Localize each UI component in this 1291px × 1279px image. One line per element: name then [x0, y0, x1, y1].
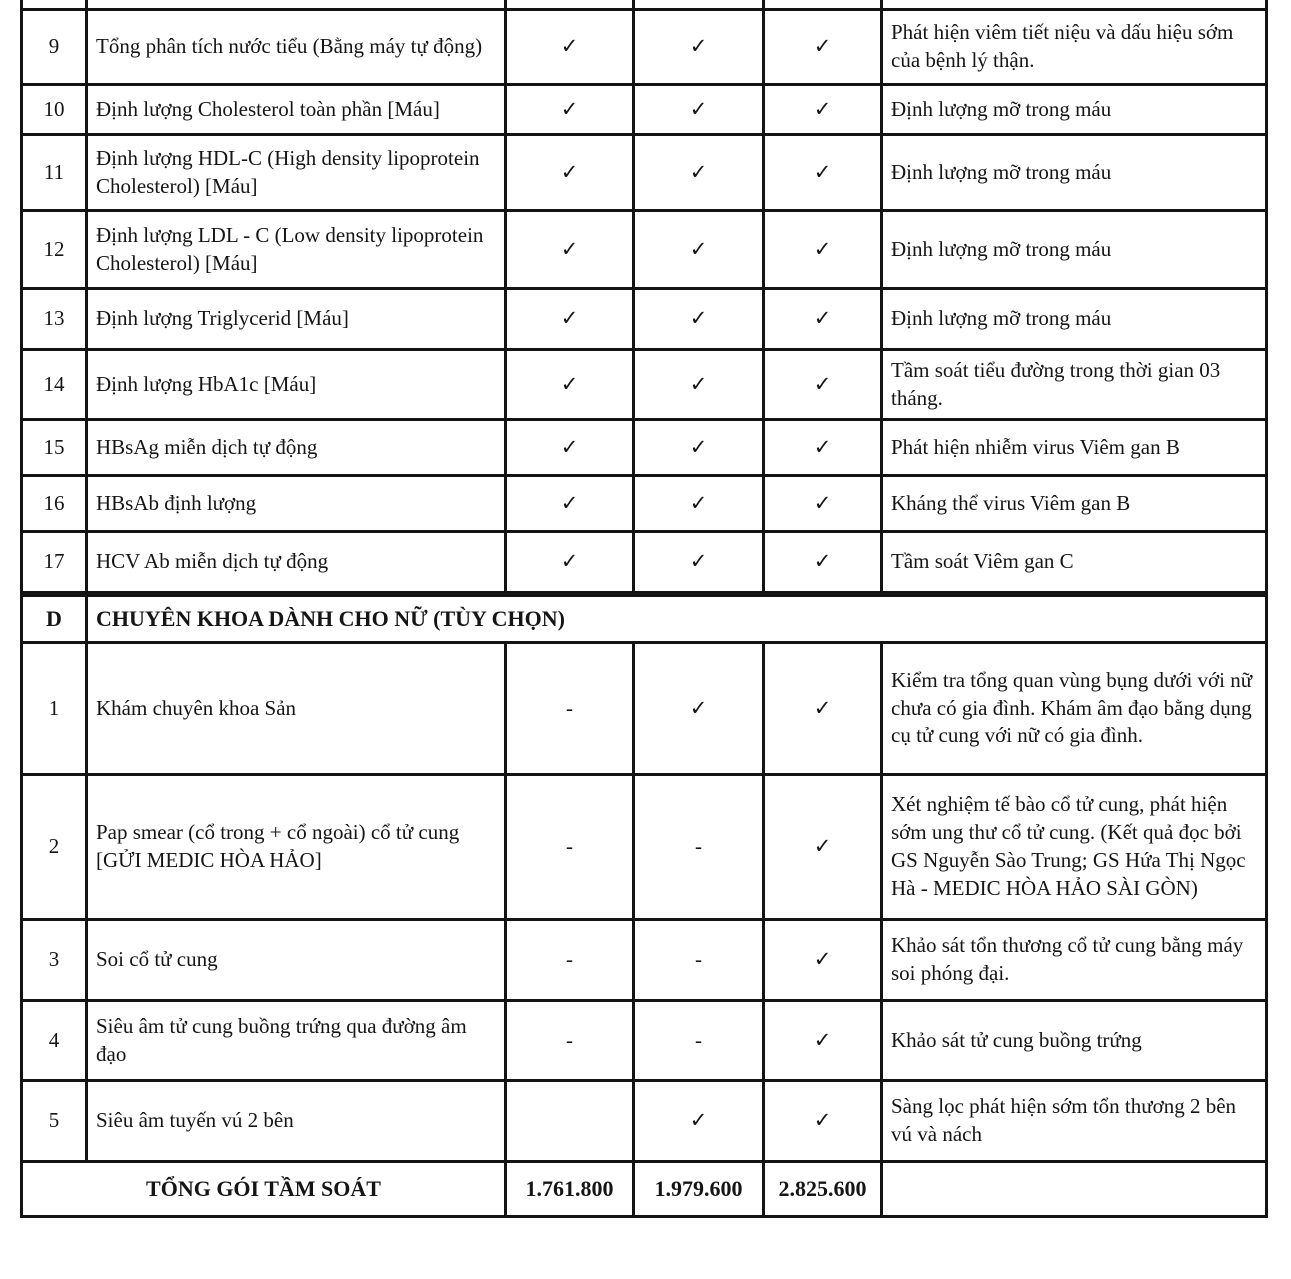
table-row — [22, 643, 1267, 775]
empty-cell — [506, 0, 634, 10]
package2-mark-cell: ✓ — [634, 643, 764, 775]
package3-mark-cell: ✓ — [764, 532, 882, 594]
screening-table — [20, 0, 1268, 1218]
description-cell: Định lượng mỡ trong máu — [882, 289, 1267, 350]
row-number-cell: 11 — [22, 135, 87, 211]
test-name-cell: Định lượng HDL-C (High density lipoprotein Cholesterol) [Máu] — [87, 135, 506, 211]
description-cell: Tầm soát tiểu đường trong thời gian 03 tháng. — [882, 350, 1267, 420]
package2-mark-cell: - — [634, 775, 764, 920]
table-row — [22, 350, 1267, 420]
table-row — [22, 135, 1267, 211]
table-row — [22, 10, 1267, 85]
table-row — [22, 1001, 1267, 1081]
package1-mark-cell — [506, 1081, 634, 1162]
package2-mark-cell: ✓ — [634, 10, 764, 85]
row-number-cell: 15 — [22, 420, 87, 476]
description-cell: Tầm soát Viêm gan C — [882, 532, 1267, 594]
empty-cell — [87, 0, 506, 10]
package3-mark-cell: ✓ — [764, 211, 882, 289]
test-name-cell: Siêu âm tử cung buồng trứng qua đường âm đạo — [87, 1001, 506, 1081]
total-price2-cell: 1.979.600 — [634, 1162, 764, 1217]
table-row — [22, 532, 1267, 594]
description-cell: Định lượng mỡ trong máu — [882, 211, 1267, 289]
total-empty-cell — [882, 1162, 1267, 1217]
table-row — [22, 85, 1267, 135]
table-row — [22, 920, 1267, 1001]
package3-mark-cell: ✓ — [764, 135, 882, 211]
package3-mark-cell: ✓ — [764, 10, 882, 85]
package3-mark-cell: ✓ — [764, 289, 882, 350]
section-letter-cell: D — [22, 594, 87, 643]
package2-mark-cell: ✓ — [634, 476, 764, 532]
package1-mark-cell: - — [506, 1001, 634, 1081]
package3-mark-cell: ✓ — [764, 85, 882, 135]
package2-mark-cell: - — [634, 1001, 764, 1081]
total-price3-cell: 2.825.600 — [764, 1162, 882, 1217]
total-price1-cell: 1.761.800 — [506, 1162, 634, 1217]
section-title-cell: CHUYÊN KHOA DÀNH CHO NỮ (TÙY CHỌN) — [87, 594, 1267, 643]
total-label-cell: TỔNG GÓI TẦM SOÁT — [22, 1162, 506, 1217]
test-name-cell: Khám chuyên khoa Sản — [87, 643, 506, 775]
row-number-cell: 1 — [22, 643, 87, 775]
package2-mark-cell: ✓ — [634, 1081, 764, 1162]
table-row — [22, 0, 1267, 10]
description-cell: Khảo sát tử cung buồng trứng — [882, 1001, 1267, 1081]
package3-mark-cell: ✓ — [764, 1081, 882, 1162]
package2-mark-cell: ✓ — [634, 289, 764, 350]
package1-mark-cell: ✓ — [506, 350, 634, 420]
test-name-cell: Soi cổ tử cung — [87, 920, 506, 1001]
row-number-cell: 12 — [22, 211, 87, 289]
test-name-cell: Định lượng HbA1c [Máu] — [87, 350, 506, 420]
test-name-cell: Pap smear (cổ trong + cổ ngoài) cổ tử cung [GỬI MEDIC HÒA HẢO] — [87, 775, 506, 920]
description-cell: Phát hiện viêm tiết niệu và dấu hiệu sớm của bệnh lý thận. — [882, 10, 1267, 85]
package1-mark-cell: ✓ — [506, 85, 634, 135]
package1-mark-cell: ✓ — [506, 211, 634, 289]
package3-mark-cell: ✓ — [764, 920, 882, 1001]
empty-cell — [764, 0, 882, 10]
package2-mark-cell: ✓ — [634, 420, 764, 476]
package3-mark-cell: ✓ — [764, 476, 882, 532]
test-name-cell: HBsAb định lượng — [87, 476, 506, 532]
package2-mark-cell: ✓ — [634, 85, 764, 135]
test-name-cell: Tổng phân tích nước tiểu (Bằng máy tự động) — [87, 10, 506, 85]
package1-mark-cell: - — [506, 920, 634, 1001]
package1-mark-cell: ✓ — [506, 135, 634, 211]
table-row — [22, 1081, 1267, 1162]
package3-mark-cell: ✓ — [764, 643, 882, 775]
description-cell: Định lượng mỡ trong máu — [882, 135, 1267, 211]
package2-mark-cell: ✓ — [634, 211, 764, 289]
test-name-cell: HCV Ab miễn dịch tự động — [87, 532, 506, 594]
row-number-cell: 16 — [22, 476, 87, 532]
package1-mark-cell: ✓ — [506, 10, 634, 85]
description-cell: Phát hiện nhiễm virus Viêm gan B — [882, 420, 1267, 476]
row-number-cell: 3 — [22, 920, 87, 1001]
test-name-cell: Định lượng Cholesterol toàn phần [Máu] — [87, 85, 506, 135]
row-number-cell: 17 — [22, 532, 87, 594]
package1-mark-cell: ✓ — [506, 476, 634, 532]
table-row — [22, 476, 1267, 532]
description-cell: Kiểm tra tổng quan vùng bụng dưới với nữ chưa có gia đình. Khám âm đạo bằng dụng cụ tử cung với nữ có gia đình. — [882, 643, 1267, 775]
package3-mark-cell: ✓ — [764, 350, 882, 420]
package1-mark-cell: ✓ — [506, 420, 634, 476]
package2-mark-cell: ✓ — [634, 532, 764, 594]
table-row — [22, 775, 1267, 920]
description-cell: Sàng lọc phát hiện sớm tổn thương 2 bên vú và nách — [882, 1081, 1267, 1162]
table-row — [22, 211, 1267, 289]
package2-mark-cell: - — [634, 920, 764, 1001]
test-name-cell: HBsAg miễn dịch tự động — [87, 420, 506, 476]
package2-mark-cell: ✓ — [634, 135, 764, 211]
test-name-cell: Siêu âm tuyến vú 2 bên — [87, 1081, 506, 1162]
row-number-cell: 9 — [22, 10, 87, 85]
row-number-cell: 2 — [22, 775, 87, 920]
row-number-cell: 13 — [22, 289, 87, 350]
empty-cell — [634, 0, 764, 10]
test-name-cell: Định lượng LDL - C (Low density lipoprotein Cholesterol) [Máu] — [87, 211, 506, 289]
package3-mark-cell: ✓ — [764, 1001, 882, 1081]
description-cell: Kháng thể virus Viêm gan B — [882, 476, 1267, 532]
description-cell: Xét nghiệm tế bào cổ tử cung, phát hiện sớm ung thư cổ tử cung. (Kết quả đọc bởi GS Nguyễn Sào Trung; GS Hứa Thị Ngọc Hà - MEDIC HÒA HẢO SÀI GÒN) — [882, 775, 1267, 920]
package1-mark-cell: ✓ — [506, 532, 634, 594]
table-row — [22, 289, 1267, 350]
description-cell: Khảo sát tổn thương cổ tử cung bằng máy soi phóng đại. — [882, 920, 1267, 1001]
test-name-cell: Định lượng Triglycerid [Máu] — [87, 289, 506, 350]
table-row — [22, 420, 1267, 476]
row-number-cell: 14 — [22, 350, 87, 420]
table-row — [22, 594, 1267, 643]
package1-mark-cell: ✓ — [506, 289, 634, 350]
package3-mark-cell: ✓ — [764, 775, 882, 920]
row-number-cell: 5 — [22, 1081, 87, 1162]
row-number-cell: 4 — [22, 1001, 87, 1081]
row-number-cell: 10 — [22, 85, 87, 135]
package1-mark-cell: - — [506, 643, 634, 775]
package2-mark-cell: ✓ — [634, 350, 764, 420]
empty-cell — [22, 0, 87, 10]
empty-cell — [882, 0, 1267, 10]
table-row — [22, 1162, 1267, 1217]
package1-mark-cell: - — [506, 775, 634, 920]
package3-mark-cell: ✓ — [764, 420, 882, 476]
description-cell: Định lượng mỡ trong máu — [882, 85, 1267, 135]
